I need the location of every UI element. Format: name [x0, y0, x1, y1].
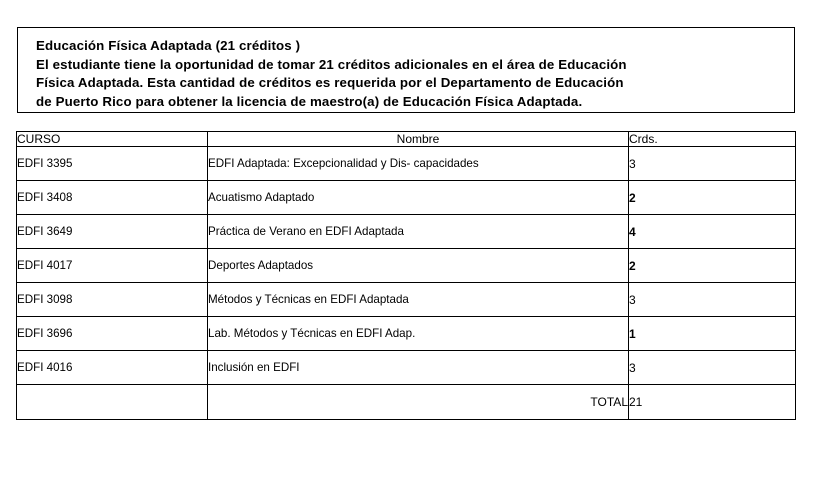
cell-course-code: EDFI 3408	[17, 181, 208, 215]
table-row	[17, 181, 796, 215]
program-description-line-3: de Puerto Rico para obtener la licencia de maestro(a) de Educación Física Adaptada.	[36, 93, 583, 109]
program-description-line-2: Física Adaptada. Esta cantidad de créditos es requerida por el Departamento de Educación	[36, 75, 624, 90]
program-description-box	[17, 27, 795, 113]
table-total-row	[17, 385, 796, 420]
table-row	[17, 249, 796, 283]
column-header-crds: Crds.	[629, 132, 796, 147]
cell-course-code: EDFI 3395	[17, 147, 208, 181]
cell-course-code: EDFI 3649	[17, 215, 208, 249]
table-row	[17, 317, 796, 351]
cell-empty	[17, 385, 208, 420]
column-header-nombre: Nombre	[208, 132, 629, 147]
cell-course-credits: 1	[629, 317, 796, 351]
column-header-curso: CURSO	[17, 132, 208, 147]
program-title: Educación Física Adaptada (21 créditos )	[36, 38, 301, 53]
cell-course-credits: 2	[629, 181, 796, 215]
course-table	[16, 131, 796, 420]
cell-course-code: EDFI 3696	[17, 317, 208, 351]
table-row	[17, 147, 796, 181]
cell-course-credits: 3	[629, 351, 796, 385]
table-row	[17, 215, 796, 249]
cell-course-code: EDFI 3098	[17, 283, 208, 317]
cell-course-name: Métodos y Técnicas en EDFI Adaptada	[208, 283, 629, 317]
table-row	[17, 283, 796, 317]
cell-course-code: EDFI 4016	[17, 351, 208, 385]
cell-course-name: Lab. Métodos y Técnicas en EDFI Adap.	[208, 317, 629, 351]
cell-course-name: Acuatismo Adaptado	[208, 181, 629, 215]
cell-course-name: Deportes Adaptados	[208, 249, 629, 283]
cell-course-credits: 3	[629, 147, 796, 181]
total-label: TOTAL	[208, 385, 629, 420]
cell-course-name: EDFI Adaptada: Excepcionalidad y Dis- capacidades	[208, 147, 629, 181]
cell-course-name: Práctica de Verano en EDFI Adaptada	[208, 215, 629, 249]
table-header-row	[17, 132, 796, 147]
program-description-line-1: El estudiante tiene la oportunidad de tomar 21 créditos adicionales en el área de Educación	[36, 56, 627, 72]
total-credits-value: 21	[629, 385, 796, 420]
cell-course-credits: 4	[629, 215, 796, 249]
cell-course-credits: 3	[629, 283, 796, 317]
table-row	[17, 351, 796, 385]
cell-course-name: Inclusión en EDFI	[208, 351, 629, 385]
cell-course-credits: 2	[629, 249, 796, 283]
cell-course-code: EDFI 4017	[17, 249, 208, 283]
